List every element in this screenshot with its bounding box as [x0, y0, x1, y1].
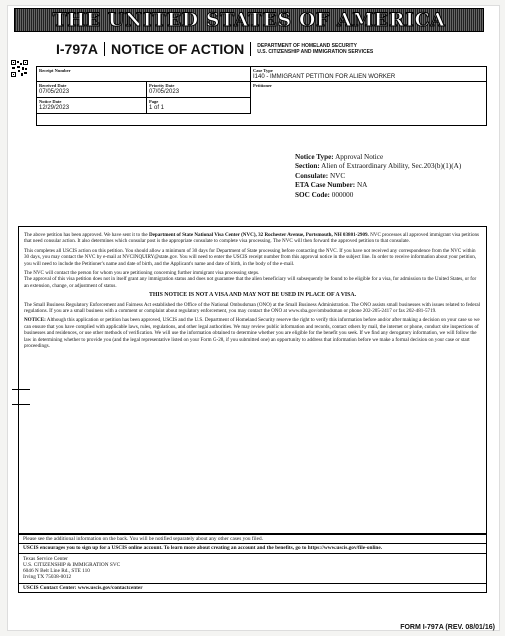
online-account-text: USCIS encourages you to sign up for a USCIS online account. To learn more about creating an account and the benefits, go to https://www.uscis.gov/file-online. [23, 545, 383, 552]
form-number: FORM I-797A (REV. 08/01/16) [400, 624, 495, 631]
contact-center [19, 583, 486, 592]
case-type-label: Case Type [253, 68, 273, 73]
soc-label: SOC Code: [295, 190, 330, 199]
received-date-label: Received Date [39, 83, 67, 88]
notice-type-line [295, 153, 485, 162]
address-line-4: Irving TX 75038-0012 [23, 574, 72, 581]
nvc-address: Department of State National Visa Center (NVC), 32 Rochester Avenue, Portsmouth, NH 03801-2909. [148, 232, 369, 238]
section-label: Section: [295, 162, 320, 171]
body-paragraph-6 [24, 317, 481, 349]
notice-date-value: 12/29/2023 [39, 105, 70, 111]
case-type-cell [251, 67, 487, 82]
fold-mark [12, 404, 30, 405]
banner-text: THE UNITED STATES OF AMERICA [52, 9, 446, 31]
eta-line [295, 181, 485, 190]
footer-online-account [19, 543, 486, 552]
case-type-value: I140 - IMMIGRANT PETITION FOR ALIEN WORKER [253, 74, 396, 80]
section-value: Alien of Extraordinary Ability, Sec.203(b)(1)(A) [321, 162, 462, 171]
form-id: I-797A [56, 41, 99, 57]
title-separator-2 [250, 42, 251, 56]
address-line-2: U.S. CITIZENSHIP & IMMIGRATION SVC [23, 561, 121, 568]
body-paragraph-2: This completes all USCIS action on this petition. You should allow a minimum of 30 days for Department of State processing before contacting the NVC. If you have not received any correspondence from the NVC within 30 days, you may contact the NVC by e-mail at NVCINQUIRY@state.gov. You will need to enter the USCIS receipt number from this approval notice in the subject line. In order to receive information about your petition, you will need to include the Petitioner's name and date of birth, and the Applicant's name and date of birth, in the body of the e-mail. [24, 247, 477, 267]
case-header-table [36, 66, 487, 126]
title-bar [56, 40, 476, 58]
page-value: 1 of 1 [149, 105, 165, 111]
address-line-3: 6046 N Belt Line Rd., STE 110 [23, 568, 90, 575]
notice-type-label: Notice Type: [295, 153, 334, 161]
department-line-2: U.S. CITIZENSHIP AND IMMIGRATION SERVICES [257, 49, 374, 55]
p1-text-a: The above petition has been approved. We have sent it to the [24, 232, 149, 238]
consulate-line [295, 172, 485, 181]
notice-type-value: Approval Notice [335, 153, 384, 161]
body-paragraph-4: The approval of this visa petition does not in itself grant any immigration status and does not guarantee that the alien beneficiary will subsequently be found to be eligible for a visa, for admission to the United States, or for an extension, change, or adjustment of status. [24, 276, 477, 289]
body-paragraph-5: The Small Business Regulatory Enforcement and Fairness Act established the Office of the National Ombudsman (ONO) at the Small Business Administration. The ONO assists small businesses with issues related to federal regulations. If you are a small business with a comment or complaint about regulatory enforcement, you may contact the ONO at www.sba.gov/ombudsman or phone 202-205-2417 or fax 202-481-5719. [24, 301, 481, 315]
qr-code-icon [11, 60, 28, 77]
eta-value: NA [356, 181, 368, 190]
body-paragraph-1 [24, 232, 481, 245]
receipt-number-label: Receipt Number [39, 68, 71, 73]
address-line-1: Texas Service Center [23, 555, 68, 562]
notice-details [295, 153, 485, 200]
notice-date-label: Notice Date [39, 99, 62, 104]
page-label: Page [149, 99, 159, 104]
footer-additional-info: Please see the additional information on the back. You will be notified separately about any other cases you filed. [19, 534, 486, 543]
banner [14, 8, 484, 32]
priority-date-value: 07/05/2023 [149, 89, 180, 95]
soc-value: 000000 [331, 190, 354, 199]
notice-title: NOTICE OF ACTION [111, 41, 245, 57]
consulate-value: NVC [329, 171, 346, 180]
department-line-1: DEPARTMENT OF HOMELAND SECURITY [257, 43, 357, 49]
notice-date-cell [37, 98, 147, 114]
fold-mark [12, 389, 30, 390]
notice-label: NOTICE: [24, 317, 46, 324]
soc-line [295, 191, 485, 200]
priority-date-label: Priority Date [149, 83, 175, 88]
department-block [257, 43, 373, 55]
petitioner-cell [251, 82, 487, 126]
section-line [295, 162, 485, 171]
p1-text-c: NVC processes all approved immigrant visa petitions that need consular action. It also determines which consular post is the appropriate consulate to complete visa processing. The NVC will then forward the approved petition to that consulate. [24, 232, 480, 245]
page-cell [147, 98, 251, 114]
eta-label: ETA Case Number: [295, 181, 356, 190]
notice-footer [18, 534, 487, 593]
received-date-value: 07/05/2023 [39, 89, 70, 95]
consulate-label: Consulate: [295, 171, 329, 180]
title-separator [104, 42, 105, 56]
receipt-number-cell [37, 67, 251, 82]
not-a-visa-warning: THIS NOTICE IS NOT A VISA AND MAY NOT BE USED IN PLACE OF A VISA. [148, 292, 357, 299]
received-date-cell [37, 82, 147, 98]
service-center-address [19, 553, 486, 583]
notice-body [18, 226, 487, 534]
body-paragraph-3: The NVC will contact the person for whom you are petitioning concerning further immigrant visa processing steps. [24, 270, 260, 277]
petitioner-label: Petitioner [253, 83, 272, 88]
contact-center-text: USCIS Contact Center: www.uscis.gov/contactcenter [23, 584, 143, 591]
notice-text: Although this application or petition has been approved, USCIS and the U.S. Department of Homeland Security reserve the right to verify this information before and/or after making a decision on your case so we can ensure that you have complied with applicable laws, rules, regulations, and other legal authorities. We may review public information and records, contact others by mail, the internet or phone, conduct site inspections of businesses and residences, or use other methods of verification. We will use the information obtained to determine whether you are eligible for the benefit you seek. If we find any derogatory information, we will follow the law in determining whether to provide you (and the legal representative listed on your Form G-28, if you submitted one) an opportunity to address that information before we make a formal decision on your case or start proceedings. [24, 317, 480, 350]
priority-date-cell [147, 82, 251, 98]
